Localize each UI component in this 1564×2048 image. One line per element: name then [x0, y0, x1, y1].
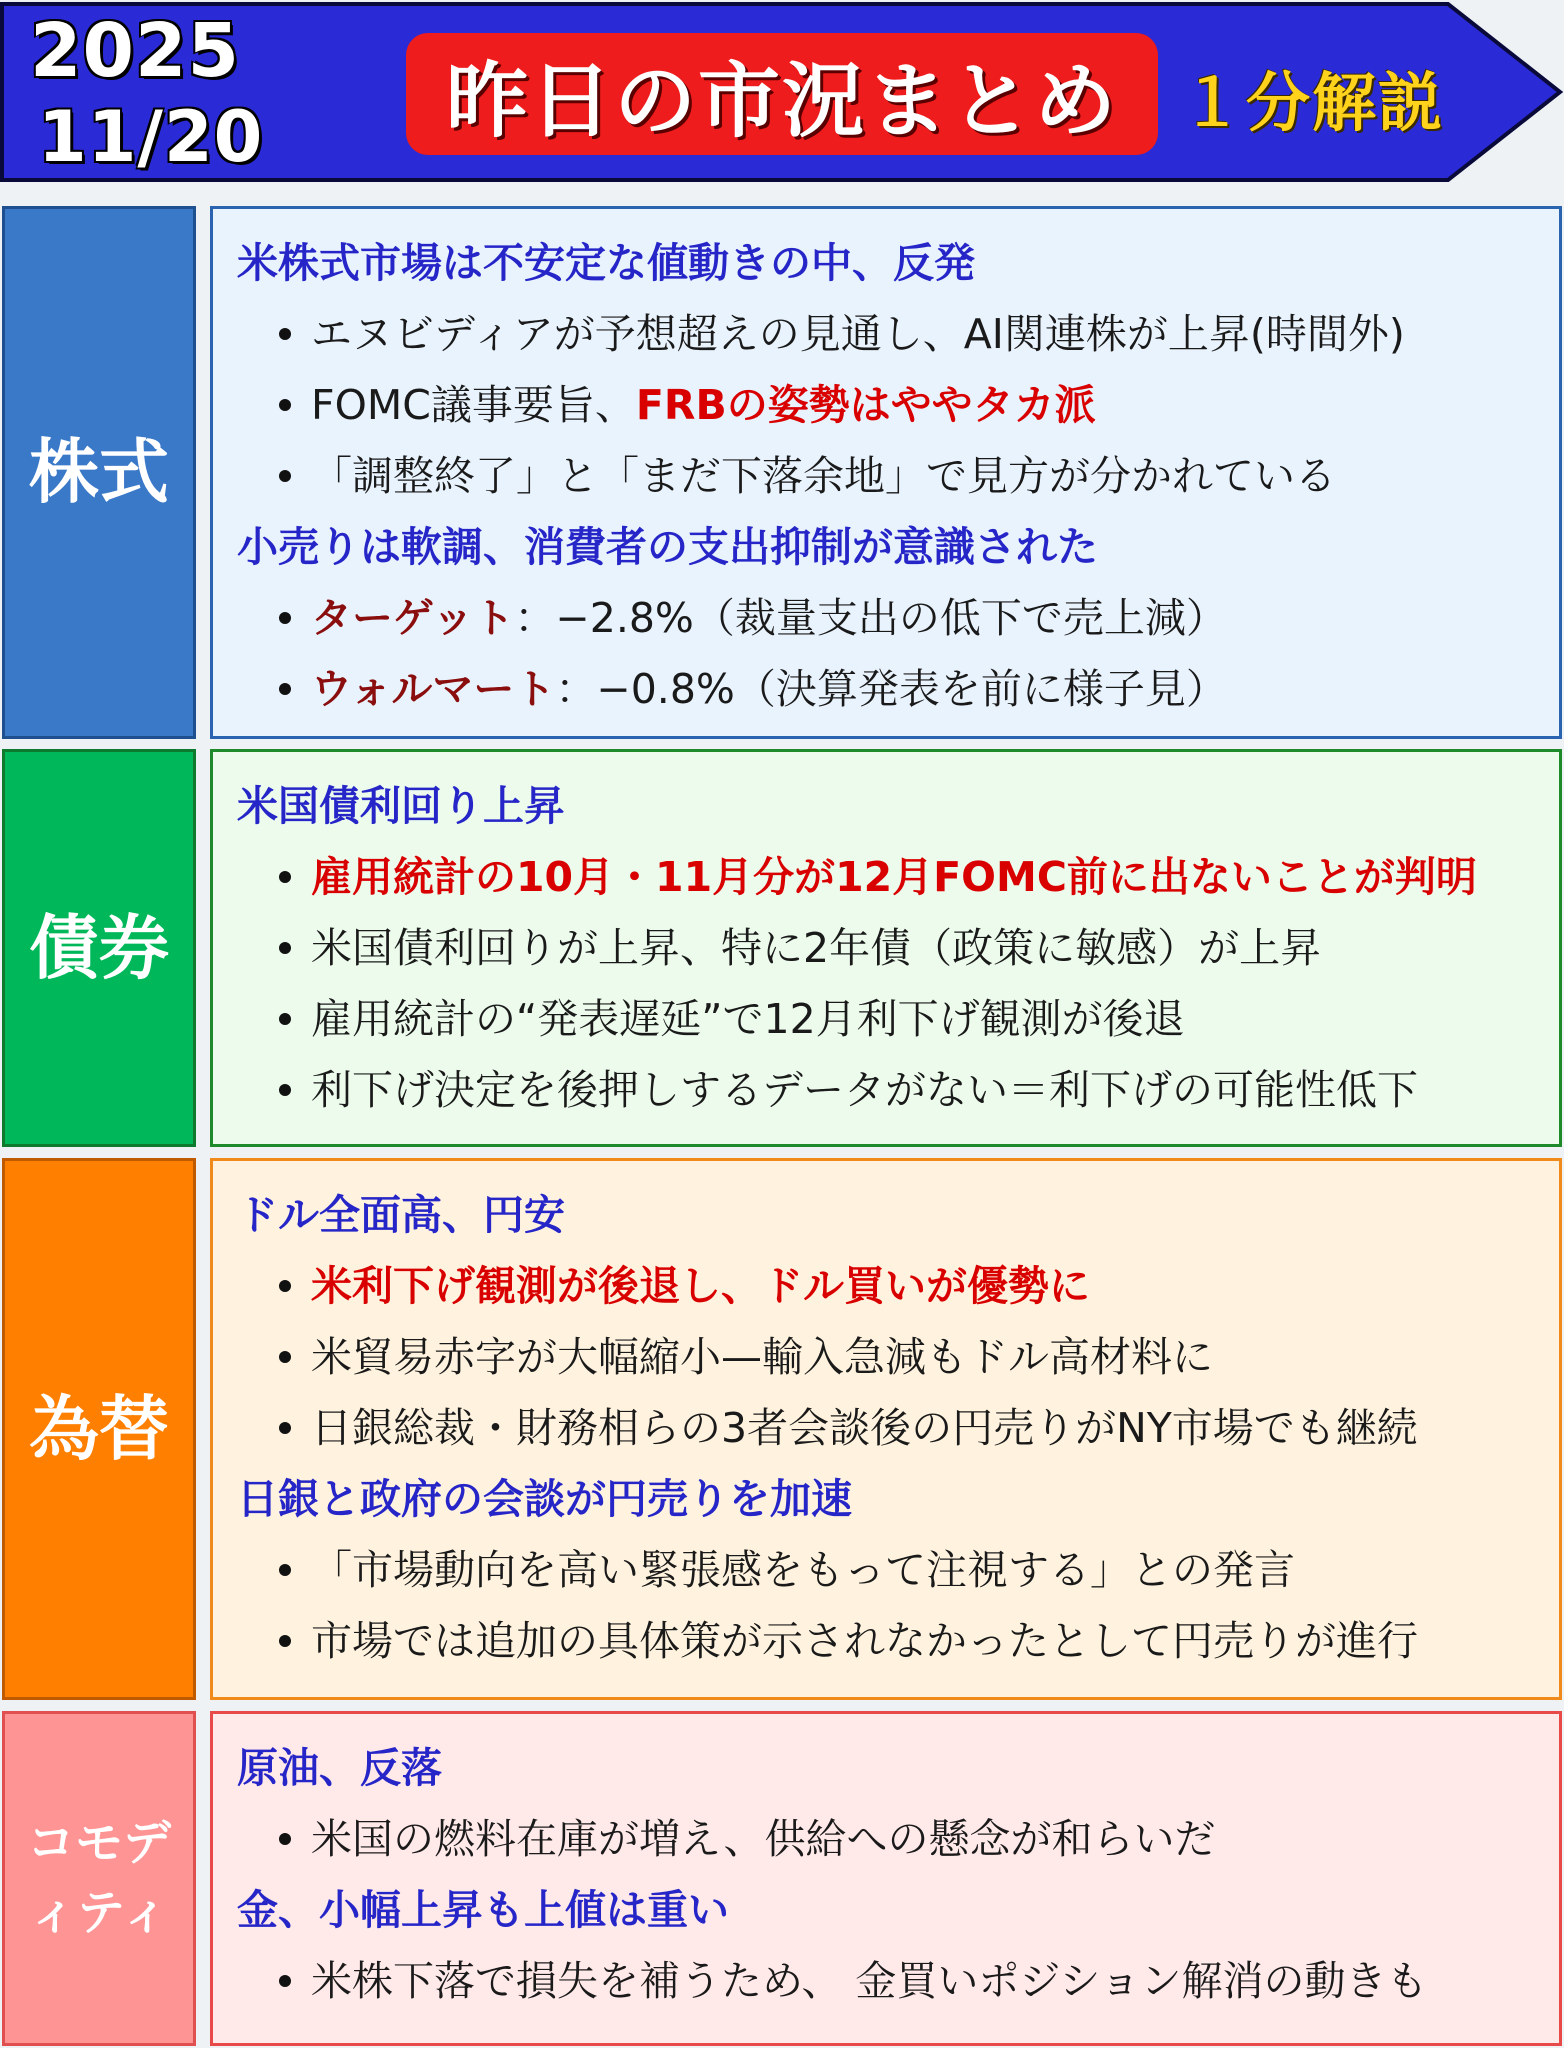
- bullet-dot-icon: [279, 683, 291, 695]
- list-item: [237, 450, 1559, 521]
- bullet-dot-icon: [279, 399, 291, 411]
- list-item: [237, 1064, 1559, 1135]
- date-year: 2025: [30, 8, 240, 94]
- bullet-text: 米国債利回りが上昇、特に2年債（政策に敏感）が上昇: [311, 924, 1322, 972]
- bullet-dot-icon: [279, 871, 291, 883]
- list-item: [237, 1260, 1559, 1331]
- list-item: [237, 592, 1559, 663]
- bullet-dot-icon: [279, 328, 291, 340]
- bullet-text: 利下げ決定を後押しするデータがない＝利下げの可能性低下: [311, 1066, 1418, 1114]
- section-bonds: [0, 749, 1564, 1147]
- commodity-label-line-1: コモデ: [26, 1814, 171, 1871]
- section-commodity: [0, 1711, 1564, 2046]
- fx-heading-1: ドル全面高、円安: [237, 1191, 565, 1239]
- list-item: [237, 308, 1559, 379]
- bullet-text: 米貿易赤字が大幅縮小—輸入急減もドル高材料に: [311, 1333, 1213, 1381]
- list-item: [237, 1615, 1559, 1686]
- bullet-text: 米株下落で損失を補うため、 金買いポジション解消の動きも: [311, 1957, 1428, 2005]
- title-pill: [406, 33, 1158, 155]
- fx-heading-2: 日銀と政府の会談が円売りを加速: [237, 1475, 852, 1523]
- bullet-text: FOMC議事要旨、: [311, 381, 636, 429]
- bonds-heading-1: 米国債利回り上昇: [237, 782, 565, 830]
- section-content-commodity: [210, 1711, 1562, 2046]
- bullet-text: 市場では追加の具体策が示されなかったとして円売りが進行: [311, 1617, 1418, 1665]
- list-item: [237, 1331, 1559, 1402]
- list-item: [237, 1955, 1559, 2026]
- stocks-heading-2: 小売りは軟調、消費者の支出抑制が意識された: [237, 523, 1098, 571]
- bullet-text: 日銀総裁・財務相らの3者会談後の円売りがNY市場でも継続: [311, 1404, 1418, 1452]
- bullet-text: ：−2.8%（裁量支出の低下で売上減）: [514, 594, 1227, 642]
- bullet-dot-icon: [279, 1635, 291, 1647]
- commodity-label-line-2: ィティ: [28, 1884, 170, 1941]
- bullet-text: ：−0.8%（決算発表を前に様子見）: [555, 665, 1227, 713]
- bullet-dot-icon: [279, 1422, 291, 1434]
- bullet-highlight: 米利下げ観測が後退し、ドル買いが優勢に: [311, 1262, 1090, 1310]
- bullet-text: 雇用統計の“発表遅延”で12月利下げ観測が後退: [311, 995, 1185, 1043]
- section-content-bonds: [210, 749, 1562, 1147]
- bullet-dot-icon: [279, 1084, 291, 1096]
- bullet-dot-icon: [279, 1013, 291, 1025]
- bullet-highlight: ウォルマート: [311, 665, 556, 713]
- bullet-dot-icon: [279, 612, 291, 624]
- list-item: [237, 379, 1559, 450]
- section-content-stocks: [210, 206, 1562, 739]
- commodity-heading-1: 原油、反落: [237, 1744, 442, 1792]
- bullet-dot-icon: [279, 1564, 291, 1576]
- bullet-dot-icon: [279, 1975, 291, 1987]
- list-item: [237, 922, 1559, 993]
- bullet-highlight: FRBの姿勢はややタカ派: [635, 381, 1096, 429]
- commodity-heading-2: 金、小幅上昇も上値は重い: [237, 1886, 729, 1934]
- list-item: [237, 1402, 1559, 1473]
- bullet-dot-icon: [279, 942, 291, 954]
- stocks-heading-1: 米株式市場は不安定な値動きの中、反発: [237, 239, 975, 287]
- bullet-dot-icon: [279, 470, 291, 482]
- section-label-bonds: 債券: [2, 749, 196, 1147]
- bullet-text: 米国の燃料在庫が増え、供給への懸念が和らいだ: [311, 1815, 1216, 1863]
- section-label-fx: 為替: [2, 1158, 196, 1700]
- list-item: [237, 1544, 1559, 1615]
- page-subtitle: １分解説: [1180, 67, 1444, 141]
- bullet-text: エヌビディアが予想超えの見通し、AI関連株が上昇(時間外): [311, 310, 1405, 358]
- bullet-text: 「調整終了」と「まだ下落余地」で見方が分かれている: [311, 452, 1336, 500]
- list-item: [237, 1813, 1559, 1884]
- section-content-fx: [210, 1158, 1562, 1700]
- section-label-commodity: [2, 1711, 196, 2046]
- bullet-highlight: ターゲット: [311, 594, 515, 642]
- bullet-dot-icon: [279, 1833, 291, 1845]
- section-fx: [0, 1158, 1564, 1700]
- header-banner: [0, 0, 1564, 182]
- bullet-dot-icon: [279, 1351, 291, 1363]
- list-item: [237, 663, 1559, 734]
- bullet-highlight: 雇用統計の10月・11月分が12月FOMC前に出ないことが判明: [311, 853, 1477, 901]
- date-month-day: 11/20: [38, 96, 264, 178]
- list-item: [237, 993, 1559, 1064]
- page-title: 昨日の市況まとめ: [445, 53, 1118, 149]
- bullet-dot-icon: [279, 1280, 291, 1292]
- list-item: [237, 851, 1559, 922]
- section-label-stocks: 株式: [2, 206, 196, 739]
- section-stocks: [0, 206, 1564, 739]
- bullet-text: 「市場動向を高い緊張感をもって注視する」との発言: [311, 1546, 1295, 1594]
